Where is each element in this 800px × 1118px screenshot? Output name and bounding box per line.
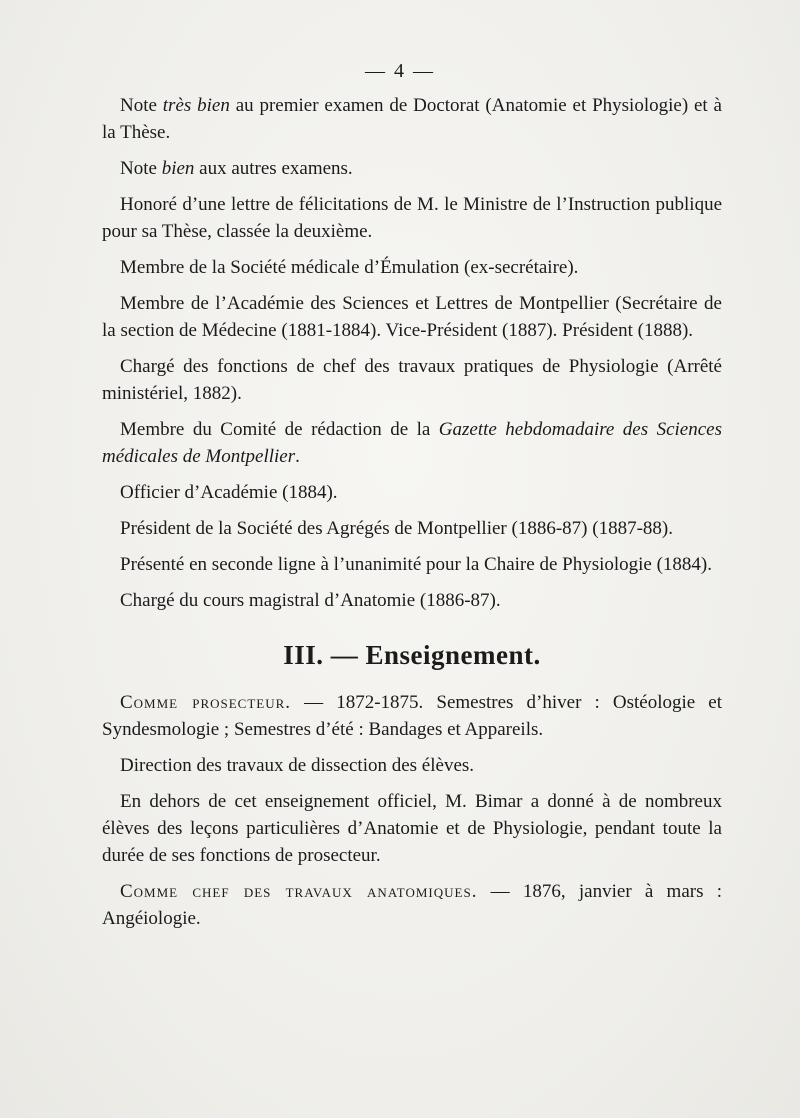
paragraph-text: Membre du Comité de rédaction de la <box>120 419 439 440</box>
paragraph-text: . <box>295 446 300 467</box>
paragraph-text: Membre de la Société médicale d’Émulation (ex-secrétaire). <box>120 257 579 278</box>
italic-text: bien <box>161 158 195 179</box>
paragraph-text: Officier d’Académie (1884). <box>120 482 338 503</box>
paragraph <box>102 191 722 245</box>
section-heading: III. — Enseignement. <box>283 640 541 670</box>
italic-text: Gazette hebdomadaire des Sciences médicales de Montpellier <box>102 419 723 467</box>
paragraph <box>102 587 722 614</box>
paragraph-text: au premier examen de Doctorat (Anatomie et Physiologie) et à la Thèse. <box>102 95 722 143</box>
page-body <box>102 92 722 941</box>
paragraph-text: En dehors de cet enseignement officiel, M. Bimar a donné à de nombreux élèves des leçons particulières d’Anatomie et de Physiologie, pendant toute la durée de ses fonctions de prosecteur. <box>102 791 722 866</box>
teaching-list <box>102 689 722 932</box>
paragraph-text: Note <box>120 95 163 116</box>
paragraph <box>102 290 722 344</box>
paragraph-text: — 1872-1875. Semestres d’hiver : Ostéologie et Syndesmologie ; Semestres d’été : Bandages et Appareils. <box>102 692 722 740</box>
paragraph-text: Honoré d’une lettre de félicitations de M. le Ministre de l’Instruction publique pour sa Thèse, classée la deuxième. <box>102 194 722 242</box>
paragraph-text: — 1876, janvier à mars : Angéiologie. <box>102 881 722 929</box>
paragraph <box>102 551 722 578</box>
paragraph <box>102 689 722 743</box>
paragraph <box>102 515 722 542</box>
credentials-list <box>102 92 722 614</box>
paragraph-text: Direction des travaux de dissection des élèves. <box>120 755 475 776</box>
paragraph-text: Présenté en seconde ligne à l’unanimité pour la Chaire de Physiologie (1884). <box>120 554 713 575</box>
page-number: — 4 — <box>365 60 435 82</box>
paragraph-text: Chargé du cours magistral d’Anatomie (1886-87). <box>120 590 501 611</box>
paragraph-text: Président de la Société des Agrégés de Montpellier (1886-87) (1887-88). <box>120 518 673 539</box>
paragraph <box>102 788 722 869</box>
paragraph <box>102 416 722 470</box>
paragraph <box>102 752 722 779</box>
paragraph-text: Chargé des fonctions de chef des travaux pratiques de Physiologie (Arrêté ministériel, 1882). <box>102 356 722 404</box>
paragraph <box>102 878 722 932</box>
paragraph <box>102 254 722 281</box>
paragraph <box>102 479 722 506</box>
italic-text: très bien <box>162 95 230 116</box>
paragraph <box>102 92 722 146</box>
paragraph-text: Note <box>120 158 162 179</box>
paragraph <box>102 155 722 182</box>
paragraph-text: Membre de l’Académie des Sciences et Lettres de Montpellier (Secrétaire de la section de Médecine (1881-1884). Vice-Président (1887). Président (1888). <box>102 293 722 341</box>
small-caps-text: Comme chef des travaux anatomiques. <box>120 881 478 902</box>
paragraph <box>102 353 722 407</box>
small-caps-text: Comme prosecteur. <box>120 692 292 713</box>
paragraph-text: aux autres examens. <box>194 158 353 179</box>
